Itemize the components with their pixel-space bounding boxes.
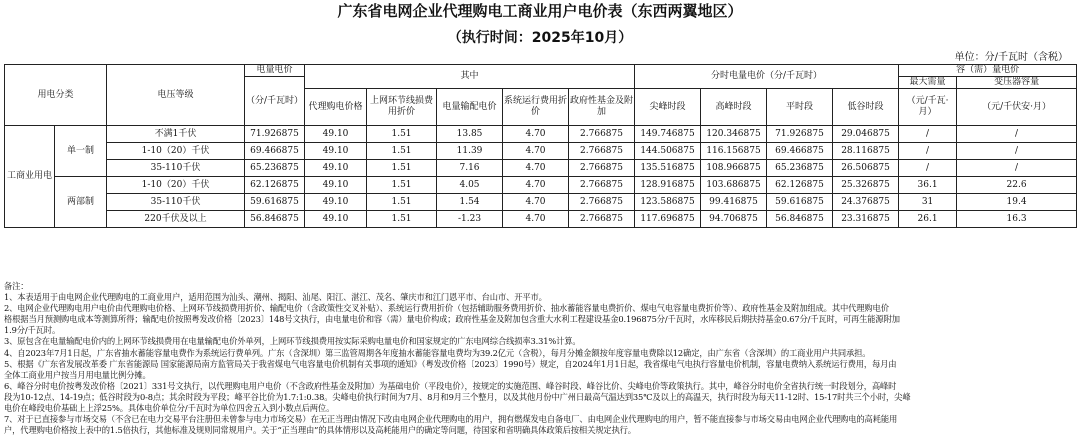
valley-cell: 23.316875 xyxy=(833,211,899,228)
peak-cell: 94.706875 xyxy=(701,211,767,228)
header-tou-price: 分时电量电价（分/千瓦时） xyxy=(635,65,899,89)
transformer-cell: / xyxy=(957,126,1077,143)
proxy-cell: 49.10 xyxy=(305,211,367,228)
header-system-fee: 系统运行费用折价 xyxy=(503,89,569,126)
trans-cell: -1.23 xyxy=(437,211,503,228)
voltage-cell: 不满1千伏 xyxy=(107,126,245,143)
table-row xyxy=(5,143,1077,160)
header-line-loss: 上网环节线损费用折价 xyxy=(367,89,437,126)
trans-cell: 7.16 xyxy=(437,160,503,177)
sharp-cell: 135.516875 xyxy=(635,160,701,177)
transformer-cell: 19.4 xyxy=(957,194,1077,211)
header-transmission: 电量输配电价 xyxy=(437,89,503,126)
flat-cell: 62.126875 xyxy=(767,177,833,194)
valley-cell: 26.506875 xyxy=(833,160,899,177)
header-flat: 平时段 xyxy=(767,89,833,126)
trans-cell: 13.85 xyxy=(437,126,503,143)
header-among: 其中 xyxy=(305,65,635,89)
demand-cell: / xyxy=(899,126,957,143)
sharp-cell: 117.696875 xyxy=(635,211,701,228)
group-name: 单一制 xyxy=(55,126,107,177)
voltage-cell: 1-10（20）千伏 xyxy=(107,177,245,194)
note-line: 2、电网企业代理购电用户电价由代理购电价格、上网环节线损费用折价、输配电价（含政策性交叉补贴）、系统运行费用折价（包括辅助服务费用折价、抽水蓄能容量电费折价、煤电气电容量电费折价等）、政府性基金及附加组成。其中代理购电价 xyxy=(4,303,889,314)
note-line: 1、本表适用于由电网企业代理购电的工商业用户，适用范围为汕头、潮州、揭阳、汕尾、阳江、湛江、茂名、肇庆市和江门恩平市、台山市、开平市。 xyxy=(4,292,547,303)
sharp-cell: 123.586875 xyxy=(635,194,701,211)
table-row xyxy=(5,211,1077,228)
note-line: 6、峰谷分时电价按粤发改价格〔2021〕331号文执行，以代理购电用户电价（不含政府性基金及附加）为基础电价（平段电价），按规定的实施范围、峰谷时段、峰谷比价、尖峰电价等政策执行。其中，峰谷分时电价全省执行统一时段划分，高峰时 xyxy=(4,380,897,391)
energy-cell: 59.616875 xyxy=(245,194,305,211)
header-sharp-peak: 尖峰时段 xyxy=(635,89,701,126)
header-category: 用电分类 xyxy=(5,65,107,126)
flat-cell: 59.616875 xyxy=(767,194,833,211)
peak-cell: 103.686875 xyxy=(701,177,767,194)
demand-cell: / xyxy=(899,143,957,160)
header-max-demand-unit: （元/千瓦·月） xyxy=(899,89,957,126)
transformer-cell: / xyxy=(957,160,1077,177)
note-line: 3、原包含在电量输配电价内的上网环节线损费用在电量输配电价外单列，上网环节线损费用按实际采购电量电价和国家规定的广东电网综合线损率3.31%计算。 xyxy=(4,336,581,347)
loss-cell: 1.51 xyxy=(367,126,437,143)
sharp-cell: 144.506875 xyxy=(635,143,701,160)
header-proxy-price: 代理购电价格 xyxy=(305,89,367,126)
sys-cell: 4.70 xyxy=(503,126,569,143)
header-transformer-unit: （元/千伏安·月） xyxy=(957,89,1077,126)
flat-cell: 71.926875 xyxy=(767,126,833,143)
proxy-cell: 49.10 xyxy=(305,126,367,143)
sys-cell: 4.70 xyxy=(503,211,569,228)
note-line: 电价在峰段电价基础上上浮25%。具体电价单位分/千瓦时为单位四舍五入到小数点后两位。 xyxy=(4,403,335,414)
energy-cell: 62.126875 xyxy=(245,177,305,194)
proxy-cell: 49.10 xyxy=(305,177,367,194)
note-line: 户，代理购电价格按上表中的1.5倍执行，其他标准及规则同常规用户。关于“正当理由”的具体情形以及高耗能用户的确定等问题，待国家和省明确具体政策后按相关规定执行。 xyxy=(4,425,636,436)
valley-cell: 29.046875 xyxy=(833,126,899,143)
peak-cell: 99.416875 xyxy=(701,194,767,211)
sys-cell: 4.70 xyxy=(503,143,569,160)
voltage-cell: 1-10（20）千伏 xyxy=(107,143,245,160)
sys-cell: 4.70 xyxy=(503,177,569,194)
energy-cell: 71.926875 xyxy=(245,126,305,143)
price-table xyxy=(4,64,1077,228)
header-row-1 xyxy=(5,65,1077,77)
fund-cell: 2.766875 xyxy=(569,126,635,143)
sys-cell: 4.70 xyxy=(503,160,569,177)
fund-cell: 2.766875 xyxy=(569,160,635,177)
demand-cell: / xyxy=(899,160,957,177)
header-energy-price-unit: （分/千瓦时） xyxy=(245,77,305,126)
fund-cell: 2.766875 xyxy=(569,194,635,211)
flat-cell: 56.846875 xyxy=(767,211,833,228)
trans-cell: 1.54 xyxy=(437,194,503,211)
group-name: 两部制 xyxy=(55,177,107,228)
note-line: 格根据当月预测购电成本等测算所得；输配电价按照粤发改价格〔2023〕148号文执行，由电量电价和容（需）量电价构成；政府性基金及附加包含重大水利工程建设基金0.196875分/千瓦时，水库移民后期扶持基金0.67分/千瓦时，可再生能源附加 xyxy=(4,314,900,325)
note-line: 全体工商业用户按当月用电量比例分摊。 xyxy=(4,369,151,380)
loss-cell: 1.51 xyxy=(367,211,437,228)
loss-cell: 1.51 xyxy=(367,143,437,160)
voltage-cell: 35-110千伏 xyxy=(107,160,245,177)
voltage-cell: 35-110千伏 xyxy=(107,194,245,211)
table-row xyxy=(5,194,1077,211)
valley-cell: 28.116875 xyxy=(833,143,899,160)
header-max-demand: 最大需量 xyxy=(899,77,957,89)
unit-label: 单位：分/千瓦时（含税） xyxy=(954,52,1068,63)
loss-cell: 1.51 xyxy=(367,160,437,177)
sharp-cell: 149.746875 xyxy=(635,126,701,143)
table-row xyxy=(5,177,1077,194)
header-transformer: 变压器容量 xyxy=(957,77,1077,89)
page-subtitle: （执行时间：2025年10月） xyxy=(447,30,633,46)
notes-section xyxy=(4,281,1074,436)
sys-cell: 4.70 xyxy=(503,194,569,211)
peak-cell: 116.156875 xyxy=(701,143,767,160)
proxy-cell: 49.10 xyxy=(305,160,367,177)
header-capacity: 容（需）量电价 xyxy=(899,65,1077,77)
header-voltage: 电压等级 xyxy=(107,65,245,126)
note-line: 7、对于已直接参与市场交易（不含已在电力交易平台注册但未曾参与电力市场交易）在无正当理由情况下改由电网企业代理购电的用户，拥有燃煤发电自备电厂、由电网企业代理购电的用户，暂不能直接参与市场交易由电网企业代理购电的高耗能用 xyxy=(4,414,898,425)
trans-cell: 4.05 xyxy=(437,177,503,194)
transformer-cell: 22.6 xyxy=(957,177,1077,194)
proxy-cell: 49.10 xyxy=(305,194,367,211)
header-peak: 高峰时段 xyxy=(701,89,767,126)
loss-cell: 1.51 xyxy=(367,194,437,211)
sharp-cell: 128.916875 xyxy=(635,177,701,194)
loss-cell: 1.51 xyxy=(367,177,437,194)
energy-cell: 65.236875 xyxy=(245,160,305,177)
demand-cell: 36.1 xyxy=(899,177,957,194)
header-valley: 低谷时段 xyxy=(833,89,899,126)
fund-cell: 2.766875 xyxy=(569,143,635,160)
valley-cell: 25.326875 xyxy=(833,177,899,194)
trans-cell: 11.39 xyxy=(437,143,503,160)
notes-heading: 备注： xyxy=(4,281,29,291)
energy-cell: 56.846875 xyxy=(245,211,305,228)
proxy-cell: 49.10 xyxy=(305,143,367,160)
peak-cell: 108.966875 xyxy=(701,160,767,177)
table-row xyxy=(5,126,1077,143)
demand-cell: 31 xyxy=(899,194,957,211)
table-row xyxy=(5,160,1077,177)
fund-cell: 2.766875 xyxy=(569,211,635,228)
flat-cell: 65.236875 xyxy=(767,160,833,177)
valley-cell: 24.376875 xyxy=(833,194,899,211)
peak-cell: 120.346875 xyxy=(701,126,767,143)
voltage-cell: 220千伏及以上 xyxy=(107,211,245,228)
header-gov-fund: 政府性基金及附加 xyxy=(569,89,635,126)
note-line: 5、根据《广东省发展改革委 广东省能源局 国家能源局南方监管局关于我省煤电气电容量电价机制有关事项的通知》（粤发改价格〔2023〕1990号）规定，自2024年1月1日起，我省煤电气电执行容量电价机制，容量电费纳入系统运行费用，每月由 xyxy=(4,358,897,369)
header-energy-price: 电量电价 xyxy=(245,65,305,77)
transformer-cell: 16.3 xyxy=(957,211,1077,228)
flat-cell: 69.466875 xyxy=(767,143,833,160)
energy-cell: 69.466875 xyxy=(245,143,305,160)
note-line: 1.9分/千瓦时。 xyxy=(4,325,61,336)
transformer-cell: / xyxy=(957,143,1077,160)
category-main: 工商业用电 xyxy=(5,126,55,228)
page-title: 广东省电网企业代理购电工商业用户电价表（东西两翼地区） xyxy=(337,2,743,20)
fund-cell: 2.766875 xyxy=(569,177,635,194)
note-line: 段为10-12点、14-19点；低谷时段为0-8点；其余时段为平段；峰平谷比价为1.7:1:0.38。尖峰电价执行时间为7月、8月和9月三个整月，以及其他月份中广州日最高气温达到35℃及以上的高温天，执行时段为每天11-12时、15-17时共三个小时，尖峰 xyxy=(4,391,911,402)
note-line: 4、自2023年7月1日起，广东省抽水蓄能容量电费作为系统运行费单列。广东（含深圳）第三监管周期各年度抽水蓄能容量电费均为39.2亿元（含税），每月分摊金额按年度容量电费除以12确定，由广东省（含深圳）的工商业用户共同承担。 xyxy=(4,347,871,358)
demand-cell: 26.1 xyxy=(899,211,957,228)
